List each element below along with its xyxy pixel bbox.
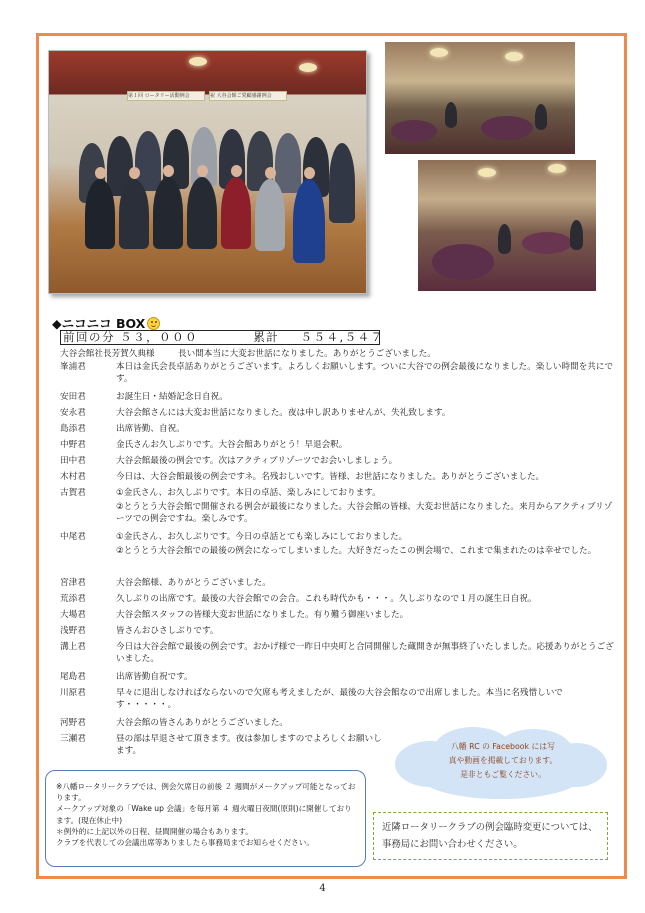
chandelier: [430, 48, 448, 57]
message-text: 本日は金氏会長卓話ありがとうございます。よろしくお願いします。ついに大谷での例会最後になりました。楽しい時間を共にです。: [116, 362, 614, 384]
member-name: 尾島君: [60, 672, 86, 682]
chandelier: [505, 52, 523, 61]
member-name: 峯浦君: [60, 362, 86, 372]
message-text: 皆さんおひさしぶりです。: [116, 626, 219, 636]
person: [329, 143, 355, 223]
chandelier: [548, 164, 566, 173]
member-name: 古賀君: [60, 488, 86, 498]
message-text: 出席皆勤自祝です。: [116, 672, 193, 682]
banquet-hall-photo: [418, 160, 596, 291]
message-text: 早々に退出しなければならないので欠席も考えましたが、最後の大谷会館なので出席しました。本当に名残惜しいです・・・・・。: [116, 688, 563, 710]
face: [129, 167, 140, 179]
section-title: ◆ニコニコ BOX: [52, 316, 146, 331]
message-text: お誕生日・結婚記念日自祝。: [116, 392, 228, 402]
message-text: ②とうとう大谷会館で開催される例会が最後になりました。大谷会館の皆様、大変お世話になりました。来月からアクティブリゾーツでの例会ですね。楽しみです。: [116, 502, 613, 524]
person: [153, 177, 183, 249]
facebook-message: [428, 740, 578, 782]
member-name: 中尾君: [60, 532, 86, 542]
member-name: 川原君: [60, 688, 86, 698]
cumulative-amount: ５５４,５４７: [300, 330, 384, 344]
message-text: 長い間本当に大変お世話になりました。ありがとうございました。: [178, 349, 436, 359]
face: [231, 165, 242, 177]
round-table: [391, 120, 437, 142]
member-name: 三瀬君: [60, 734, 86, 744]
person: [119, 179, 149, 249]
member-name: 浅野君: [60, 626, 86, 636]
facebook-line: 八幡 RC の Facebook には写: [451, 742, 555, 751]
banquet-hall-photo: [385, 42, 575, 154]
member-name: 荒添君: [60, 594, 86, 604]
message-text: 大谷会館スタッフの皆様大変お世話になりました。有り難う御座いました。: [116, 610, 409, 620]
person: [535, 104, 547, 130]
face: [163, 165, 174, 177]
face: [304, 167, 315, 179]
banner-left: [127, 91, 205, 101]
person: [570, 220, 583, 250]
round-table: [522, 232, 572, 254]
notice-text: 近隣ロータリークラブの例会臨時変更については、事務局にお問い合わせください。: [382, 822, 598, 850]
person: [255, 179, 285, 251]
person: [221, 177, 251, 249]
note-line: ※八幡ロータリークラブでは、例会欠席日の前後 ２ 週間がメークアップ可能となっております。: [56, 782, 356, 803]
person: [187, 177, 217, 249]
note-line: クラブを代表しての会議出席等ありましたら事務局までお知らせください。: [56, 838, 314, 848]
makeup-note-box: [45, 770, 366, 867]
round-table: [432, 244, 494, 280]
message-text: 今日は、大谷会館最後の例会ですネ。名残おしいです。皆様、お世話になりました。ありがとうございました。: [116, 472, 545, 482]
chandelier: [299, 63, 317, 72]
member-name: 宮津君: [60, 578, 86, 588]
schedule-change-notice: [373, 812, 608, 860]
chandelier: [478, 168, 496, 177]
person: [445, 102, 457, 128]
face: [265, 167, 276, 179]
message-text: ①金氏さん、お久しぶりです。今日の卓話とても楽しみにしておりました。: [116, 532, 408, 542]
message-text: 大谷会館最後の例会です。次はアクティブリゾーツでお会いしましょう。: [116, 456, 398, 466]
member-name: 大谷会館社長芳賀久典様: [60, 349, 155, 359]
member-name: 田中君: [60, 456, 86, 466]
banner-left-text: 第１回 ロータリー活動例会: [128, 93, 190, 99]
page-number: 4: [319, 883, 326, 894]
banner-right: [209, 91, 287, 101]
message-text: ①金氏さん、お久しぶりです。本日の卓話、楽しみにしております。: [116, 488, 381, 498]
message-text: ②とうとう大谷会館での最後の例会になってしまいました。大好きだったこの例会場で、これまで集まれたのは幸せでした。: [116, 546, 597, 556]
face: [95, 167, 106, 179]
person: [85, 179, 115, 249]
member-name: 河野君: [60, 718, 86, 728]
group-photo: [48, 50, 367, 294]
message-text: 大谷会館の皆さんありがとうございました。: [116, 718, 288, 728]
round-table: [481, 116, 533, 140]
facebook-line: 是非ともご覧ください。: [460, 770, 546, 779]
member-name: 安永君: [60, 408, 86, 418]
cumulative-label: 累計: [253, 330, 280, 344]
person: [498, 224, 511, 254]
chandelier: [189, 57, 207, 66]
message-text: 金氏さんお久しぶりです。大谷会館ありがとう！早退会釈。: [116, 440, 348, 450]
message-text: 大谷会館様、ありがとうございました。: [116, 578, 271, 588]
message-text: 今日は大谷会館で最後の例会です。おかげ様で一昨日中央町と合同開催した蔵開きが無事終了いたしました。応援ありがとうございました。: [116, 642, 614, 664]
message-text: 出席皆勤、自祝。: [116, 424, 185, 434]
member-name: 安田君: [60, 392, 86, 402]
note-line: ＊例外的に上記以外の日程、昼間開催の場合もあります。: [56, 826, 253, 836]
message-text: 大谷会館さんには大変お世話になりました。夜は申し訳ありませんが、失礼致します。: [116, 408, 451, 418]
smile-icon: [147, 317, 160, 330]
member-name: 中野君: [60, 440, 86, 450]
person: [275, 133, 301, 193]
totals-box: [60, 330, 384, 345]
message-text: 久しぶりの出席です。最後の大谷会館での会合。これも時代かも・・・。久しぶりなので１月の誕生日自祝。: [116, 594, 537, 604]
facebook-line: 真や動画を掲載しております。: [448, 756, 558, 765]
note-line: メークアップ対象の「Wake up 会議」を毎月第 ４ 週火曜日夜間(原則)に開催しております。(現在休止中): [56, 804, 352, 825]
message-text: 昼の部は早退させて頂きます。夜は参加しますのでよろしくお願いします。: [116, 734, 382, 756]
member-name: 木村君: [60, 472, 86, 482]
previous-amount: ５３，０００: [120, 330, 199, 344]
person: [293, 179, 325, 263]
member-name: 島添君: [60, 424, 86, 434]
member-name: 溝上君: [60, 642, 86, 652]
previous-label: 前回の分: [63, 330, 115, 344]
member-name: 大場君: [60, 610, 86, 620]
banner-right-text: 祝 大谷会館ご愛顧感謝例会: [210, 93, 272, 99]
face: [197, 165, 208, 177]
